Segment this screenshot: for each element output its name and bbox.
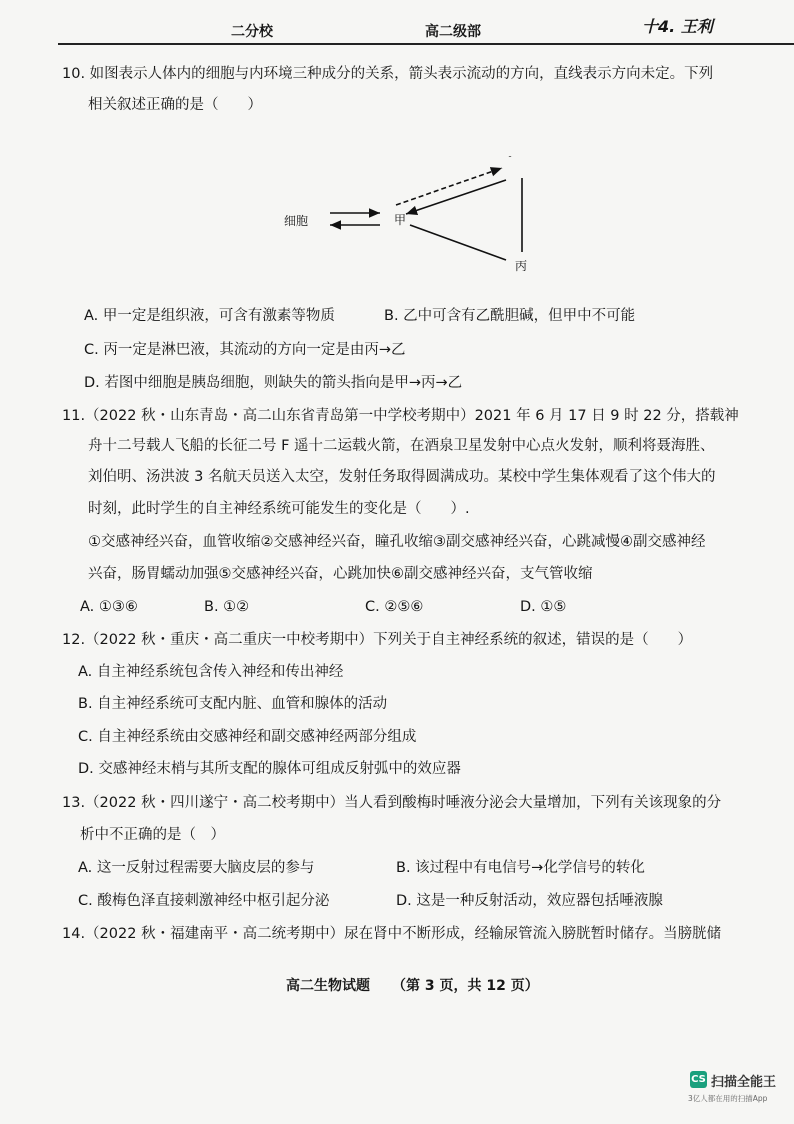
q11-option-d: D. ①⑤ [520,599,567,615]
q12-option-a: A. 自主神经系统包含传入神经和传出神经 [78,664,344,680]
q13-option-d: D. 这是一种反射活动，效应器包括唾液腺 [396,893,663,909]
q14-line1: 14.（2022 秋・福建南平・高二统考期中）尿在肾中不断形成，经输尿管流入膀胱暂时储存。当膀胱储 [62,926,722,942]
scanner-tagline: 3亿人都在用的扫描App [688,1094,768,1103]
scanner-name: 扫描全能王 [711,1075,777,1090]
q11-option-a: A. ①③⑥ [80,599,138,615]
q11-line5: ①交感神经兴奋，血管收缩②交感神经兴奋，瞳孔收缩③副交感神经兴奋，心跳减慢④副交感神经 [88,534,706,550]
q10-option-c: C. 丙一定是淋巴液，其流动的方向一定是由丙→乙 [84,342,406,358]
footer-title: 高二生物试题 [286,978,370,994]
label-yi-mark: ˉ [508,155,512,164]
q10-stem-line2: 相关叙述正确的是（ ） [88,97,262,113]
scanner-logo-icon: CS [690,1071,707,1088]
q11-option-b: B. ①② [204,599,250,615]
q13-option-a: A. 这一反射过程需要大脑皮层的参与 [78,860,315,876]
q13-option-b: B. 该过程中有电信号→化学信号的转化 [396,860,645,876]
q10-diagram [270,150,560,280]
q12-option-b: B. 自主神经系统可支配内脏、血管和腺体的活动 [78,696,388,712]
line-jia-bing [410,225,506,260]
q12-option-d: D. 交感神经末梢与其所支配的腺体可组成反射弧中的效应器 [78,761,461,777]
q10-option-a: A. 甲一定是组织液，可含有激素等物质 [84,308,335,324]
q11-line4: 时刻，此时学生的自主神经系统可能发生的变化是（ ）. [88,501,470,517]
q13-line2: 析中不正确的是（ ） [80,827,225,843]
q11-line1: 11.（2022 秋・山东青岛・高二山东省青岛第一中学校考期中）2021 年 6 月 17 日 9 时 22 分，搭载神 [62,408,739,424]
header-school: 二分校 [231,24,273,40]
diagram-label-bing: 丙 [515,259,528,273]
q11-option-c: C. ②⑤⑥ [365,599,424,615]
q11-line3: 刘伯明、汤洪波 3 名航天员送入太空，发射任务取得圆满成功。某校中学生集体观看了这个伟大的 [88,469,716,485]
header-grade: 高二级部 [425,24,481,40]
q11-line2: 舟十二号载人飞船的长征二号 F 遥十二运载火箭，在酒泉卫星发射中心点火发射，顺利将聂海胜、 [88,438,715,454]
q11-line6: 兴奋，肠胃蠕动加强⑤交感神经兴奋，心跳加快⑥副交感神经兴奋，支气管收缩 [88,566,593,582]
q10-option-d: D. 若图中细胞是胰岛细胞，则缺失的箭头指向是甲→丙→乙 [84,375,463,391]
diagram-label-cell: 细胞 [284,214,309,228]
footer-page: （第 3 页，共 12 页） [392,978,539,994]
q10-option-b: B. 乙中可含有乙酰胆碱，但甲中不可能 [384,308,636,324]
header-rule [58,43,794,45]
diagram-label-jia: 甲 [394,213,407,227]
q10-stem-line1: 10. 如图表示人体内的细胞与内环境三种成分的关系，箭头表示流动的方向，直线表示方向未定。下列 [62,66,714,82]
q12-stem: 12.（2022 秋・重庆・高二重庆一中校考期中）下列关于自主神经系统的叙述，错误的是（ ） [62,632,693,648]
q13-option-c: C. 酸梅色泽直接刺激神经中枢引起分泌 [78,893,330,909]
header-handwriting: 十4. 王利 [642,17,713,36]
q13-line1: 13.（2022 秋・四川遂宁・高二校考期中）当人看到酸梅时唾液分泌会大量增加，下列有关该现象的分 [62,795,722,811]
q12-option-c: C. 自主神经系统由交感神经和副交感神经两部分组成 [78,729,417,745]
